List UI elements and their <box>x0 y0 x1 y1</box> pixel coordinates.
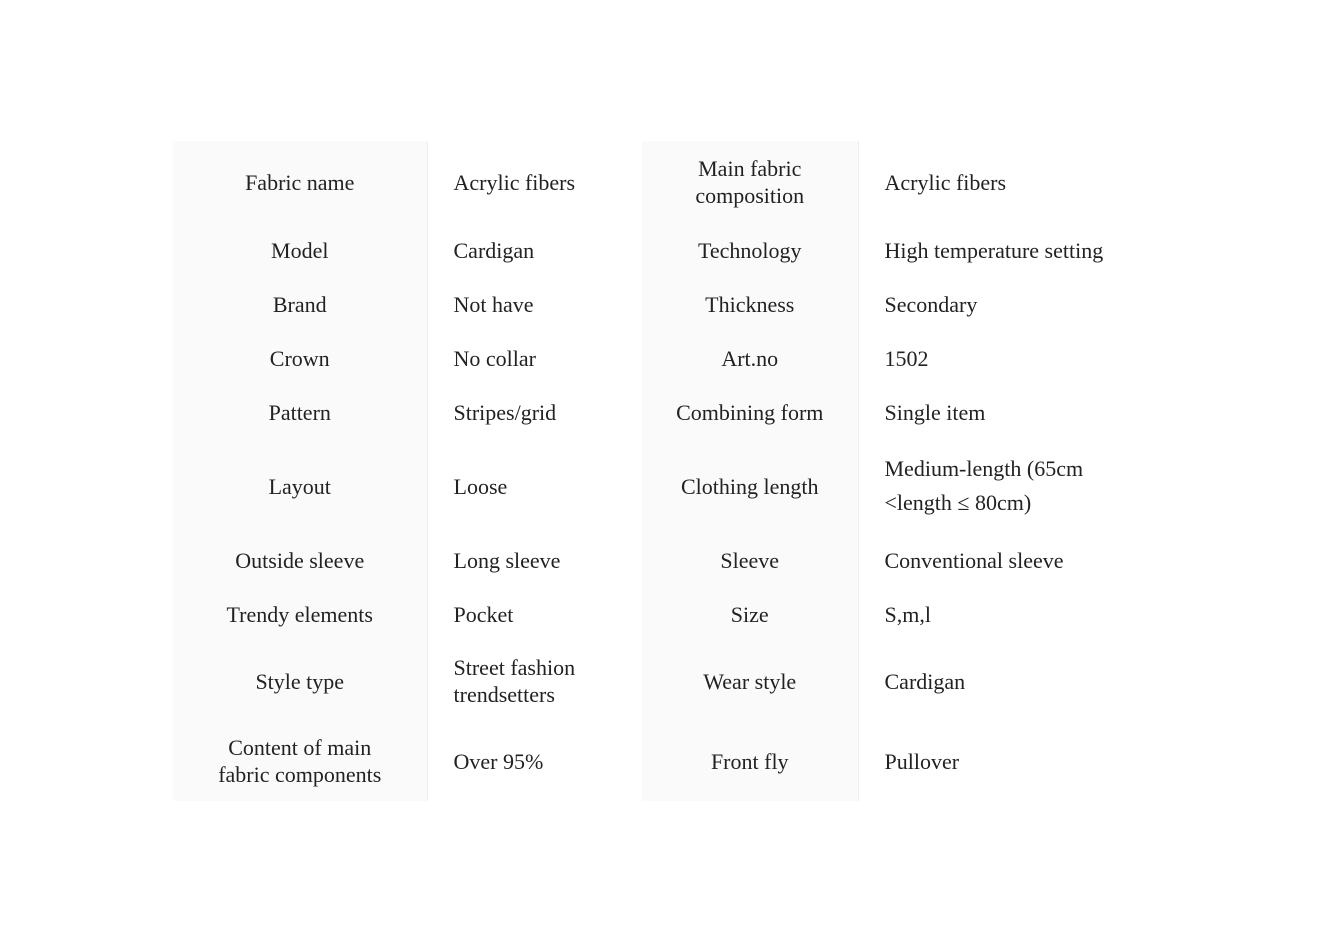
spec-label: Front fly <box>642 721 858 801</box>
spec-label: Technology <box>642 223 858 277</box>
spec-value: S,m,l <box>858 587 1147 641</box>
table-row <box>173 223 1147 277</box>
spec-value: Long sleeve <box>427 533 642 587</box>
spec-value: Secondary <box>858 277 1147 331</box>
spec-label: Clothing length <box>642 439 858 533</box>
spec-label: Brand <box>173 277 427 331</box>
table-row <box>173 721 1147 801</box>
product-spec-table <box>173 141 1147 801</box>
spec-value: 1502 <box>858 331 1147 385</box>
spec-label: Outside sleeve <box>173 533 427 587</box>
table-row <box>173 331 1147 385</box>
spec-value: Over 95% <box>427 721 642 801</box>
spec-value: Pullover <box>858 721 1147 801</box>
spec-value: Medium-length (65cm <length ≤ 80cm) <box>858 439 1147 533</box>
table-row <box>173 385 1147 439</box>
spec-value: Single item <box>858 385 1147 439</box>
spec-value: Stripes/grid <box>427 385 642 439</box>
spec-label: Combining form <box>642 385 858 439</box>
spec-label: Layout <box>173 439 427 533</box>
spec-label: Art.no <box>642 331 858 385</box>
spec-label: Sleeve <box>642 533 858 587</box>
spec-value: Loose <box>427 439 642 533</box>
spec-label: Pattern <box>173 385 427 439</box>
spec-value: Cardigan <box>858 641 1147 721</box>
spec-label: Wear style <box>642 641 858 721</box>
table-row <box>173 641 1147 721</box>
table-row <box>173 439 1147 533</box>
spec-value: Street fashion trendsetters <box>427 641 642 721</box>
spec-label: Thickness <box>642 277 858 331</box>
spec-label: Content of main fabric components <box>173 721 427 801</box>
spec-label: Crown <box>173 331 427 385</box>
spec-value: Not have <box>427 277 642 331</box>
spec-label: Style type <box>173 641 427 721</box>
spec-label: Model <box>173 223 427 277</box>
spec-label: Main fabric composition <box>642 141 858 223</box>
spec-value: High temperature setting <box>858 223 1147 277</box>
table-row <box>173 533 1147 587</box>
spec-label: Size <box>642 587 858 641</box>
table-row <box>173 277 1147 331</box>
spec-value: Pocket <box>427 587 642 641</box>
spec-value: Acrylic fibers <box>858 141 1147 223</box>
spec-value: Cardigan <box>427 223 642 277</box>
table-row <box>173 141 1147 223</box>
spec-value: Conventional sleeve <box>858 533 1147 587</box>
spec-value: No collar <box>427 331 642 385</box>
table-row <box>173 587 1147 641</box>
spec-label: Fabric name <box>173 141 427 223</box>
spec-label: Trendy elements <box>173 587 427 641</box>
spec-value: Acrylic fibers <box>427 141 642 223</box>
